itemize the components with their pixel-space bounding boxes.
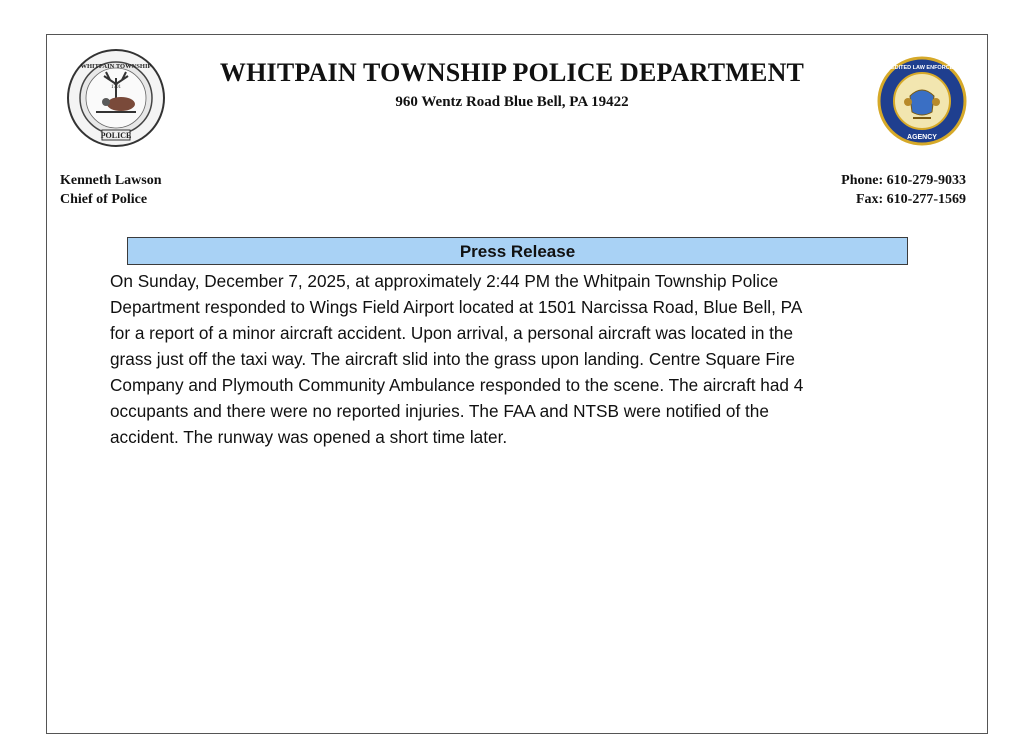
- chief-title: Chief of Police: [60, 192, 148, 207]
- body-line: On Sunday, December 7, 2025, at approximately 2:44 PM the Whitpain Township Police: [110, 271, 779, 291]
- chief-block: [60, 171, 162, 209]
- seal-left-year-text: 1701: [111, 85, 121, 90]
- press-release-banner: Press Release: [127, 237, 908, 265]
- seal-left-bottom-text: POLICE: [100, 131, 132, 140]
- body-line: occupants and there were no reported injuries. The FAA and NTSB were notified of the: [110, 401, 769, 421]
- contact-block: [841, 171, 966, 209]
- chief-name: Kenneth Lawson: [60, 173, 162, 188]
- department-title: WHITPAIN TOWNSHIP POLICE DEPARTMENT: [219, 58, 805, 87]
- accredited-agency-seal-icon: [877, 56, 967, 146]
- department-address: 960 Wentz Road Blue Bell, PA 19422: [395, 94, 629, 110]
- body-line: grass just off the taxi way. The aircraft slid into the grass upon landing. Centre Square Fire: [110, 349, 795, 369]
- phone-number: Phone: 610-279-9033: [841, 173, 966, 188]
- body-line: accident. The runway was opened a short time later.: [110, 427, 508, 447]
- seal-right-bottom-text: AGENCY: [907, 134, 937, 141]
- seal-right-top-text: ACCREDITED LAW ENFORCEMENT: [877, 65, 967, 71]
- body-line: Company and Plymouth Community Ambulance responded to the scene. The aircraft had 4: [110, 375, 804, 395]
- fax-number: Fax: 610-277-1569: [855, 192, 966, 207]
- seal-left-top-text: WHITPAIN TOWNSHIP: [80, 63, 152, 70]
- press-release-body: [110, 268, 940, 450]
- body-line: for a report of a minor aircraft accident. Upon arrival, a personal aircraft was located in the: [110, 323, 794, 343]
- body-line: Department responded to Wings Field Airport located at 1501 Narcissa Road, Blue Bell, PA: [110, 297, 803, 317]
